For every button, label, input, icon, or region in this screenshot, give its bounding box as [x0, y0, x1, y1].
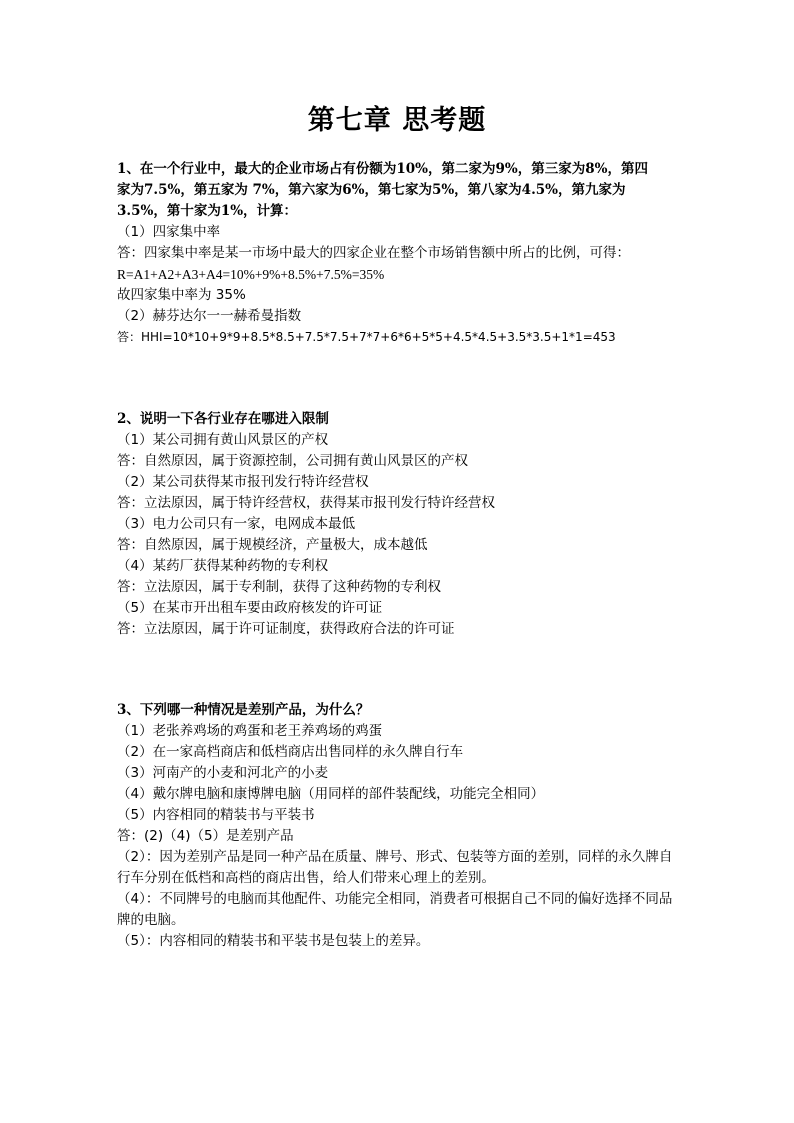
question-3-explanation: （5）：内容相同的精装书和平装书是包装上的差异。 [117, 933, 430, 949]
question-2-line: （5）在某市开出租车要由政府核发的许可证 [117, 600, 383, 616]
question-2-line: （1）某公司拥有黄山风景区的产权 [117, 432, 329, 448]
question-1-line: （2）赫芬达尔一一赫希曼指数 [117, 308, 302, 324]
question-2-line: 答：自然原因，属于规模经济，产量极大，成本越低 [117, 537, 428, 553]
question-3-line: （1）老张养鸡场的鸡蛋和老王养鸡场的鸡蛋 [117, 723, 383, 739]
question-2-line: （2）某公司获得某市报刊发行特许经营权 [117, 474, 369, 490]
question-1-formula: R=A1+A2+A3+A4=10%+9%+8.5%+7.5%=35% [117, 267, 385, 282]
question-3-explanation: （4）：不同牌号的电脑而其他配件、功能完全相同，消费者可根据自己不同的偏好选择不同品牌的电脑。 [117, 891, 673, 928]
question-2-line: （4）某药厂获得某种药物的专利权 [117, 558, 329, 574]
question-2-line: 答：立法原因，属于专利制，获得了这种药物的专利权 [117, 579, 441, 595]
question-1-heading-line: 家为7.5%，第五家为 7%，第六家为6%，第七家为5%，第八家为4.5%，第九家为 [117, 182, 626, 198]
question-1-line: 答：四家集中率是某一市场中最大的四家企业在整个市场销售额中所占的比例，可得： [117, 245, 630, 261]
question-2-heading: 2、说明一下各行业存在哪进入限制 [117, 411, 329, 427]
question-1-line: 故四家集中率为 35% [117, 287, 246, 303]
question-3-line: 答：(2)（4)（5）是差别产品 [117, 828, 294, 844]
question-1-line: 答：HHI=10*10+9*9+8.5*8.5+7.5*7.5+7*7+6*6+5*5+4.5*4.5+3.5*3.5+1*1=453 [117, 330, 616, 344]
question-1-heading-line: 1、在一个行业中，最大的企业市场占有份额为10%，第二家为9%，第三家为8%，第四 [117, 161, 648, 177]
question-2-line: 答：自然原因，属于资源控制，公司拥有黄山风景区的产权 [117, 453, 468, 469]
question-3-line: （4）戴尔牌电脑和康博牌电脑（用同样的部件装配线，功能完全相同） [117, 786, 545, 802]
page-title: 第七章 思考题 [307, 105, 487, 136]
question-3-line: （3）河南产的小麦和河北产的小麦 [117, 765, 329, 781]
question-3-explanation: （2）：因为差别产品是同一种产品在质量、牌号、形式、包装等方面的差别，同样的永久牌自行车分别在低档和高档的商店出售，给人们带来心理上的差别。 [117, 849, 673, 886]
question-3 [117, 700, 682, 952]
question-3-line: （5）内容相同的精装书与平装书 [117, 807, 315, 823]
question-3-line: （2）在一家高档商店和低档商店出售同样的永久牌自行车 [117, 744, 464, 760]
question-3-heading: 3、下列哪一种情况是差别产品，为什么？ [117, 702, 370, 718]
question-2-line: （3）电力公司只有一家，电网成本最低 [117, 516, 356, 532]
question-2-line: 答：立法原因，属于许可证制度，获得政府合法的许可证 [117, 621, 455, 637]
question-1-line: （1）四家集中率 [117, 224, 221, 240]
question-2-line: 答：立法原因，属于特许经营权，获得某市报刊发行特许经营权 [117, 495, 495, 511]
question-2 [117, 409, 682, 640]
question-1 [117, 159, 682, 348]
question-1-heading-line: 3.5%，第十家为1%，计算： [117, 203, 298, 219]
